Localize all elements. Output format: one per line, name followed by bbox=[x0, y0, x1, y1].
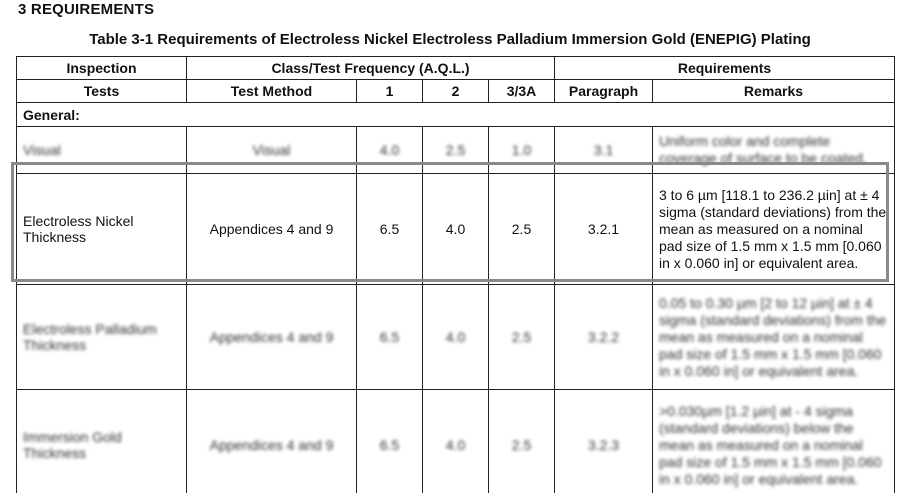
class-1-value: 4.0 bbox=[357, 127, 423, 174]
general-row bbox=[17, 103, 895, 127]
header-requirements: Requirements bbox=[555, 57, 895, 80]
header-test-method: Test Method bbox=[187, 80, 357, 103]
paragraph-ref: 3.2.1 bbox=[555, 174, 653, 285]
requirements-table-frame bbox=[16, 56, 896, 493]
test-name: Electroless Palladium Thickness bbox=[17, 285, 187, 390]
paragraph-ref: 3.2.2 bbox=[555, 285, 653, 390]
remarks-text: 0.05 to 0.30 µm [2 to 12 µin] at ± 4 sigma (standard deviations) from the mean as measured on a nominal pad size of 1.5 mm x 1.5 mm [0.060 in x 0.060 in] or equivalent area. bbox=[653, 285, 895, 390]
header-inspection: Inspection bbox=[17, 57, 187, 80]
requirements-table bbox=[16, 56, 895, 493]
header-tests: Tests bbox=[17, 80, 187, 103]
table-caption: Table 3-1 Requirements of Electroless Nickel Electroless Palladium Immersion Gold (ENEPIG) Plating bbox=[89, 31, 811, 48]
header-row-top bbox=[17, 57, 895, 80]
test-method: Appendices 4 and 9 bbox=[187, 390, 357, 493]
test-method: Visual bbox=[187, 127, 357, 174]
class-3-value: 2.5 bbox=[489, 285, 555, 390]
remarks-text: 3 to 6 µm [118.1 to 236.2 µin] at ± 4 sigma (standard deviations) from the mean as measured on a nominal pad size of 1.5 mm x 1.5 mm [0.060 in x 0.060 in] or equivalent area. bbox=[653, 174, 895, 285]
table-row bbox=[17, 127, 895, 174]
general-label: General: bbox=[17, 103, 895, 127]
paragraph-ref: 3.2.3 bbox=[555, 390, 653, 493]
test-method: Appendices 4 and 9 bbox=[187, 174, 357, 285]
class-2-value: 4.0 bbox=[423, 285, 489, 390]
header-class-frequency: Class/Test Frequency (A.Q.L.) bbox=[187, 57, 555, 80]
section-title: 3 REQUIREMENTS bbox=[18, 1, 155, 18]
table-row bbox=[17, 285, 895, 390]
header-row-sub bbox=[17, 80, 895, 103]
class-2-value: 4.0 bbox=[423, 174, 489, 285]
test-name: Electroless Nickel Thickness bbox=[17, 174, 187, 285]
class-2-value: 4.0 bbox=[423, 390, 489, 493]
table-row-highlighted bbox=[17, 174, 895, 285]
remarks-text: Uniform color and complete coverage of surface to be coated. bbox=[653, 127, 895, 174]
test-method: Appendices 4 and 9 bbox=[187, 285, 357, 390]
class-1-value: 6.5 bbox=[357, 174, 423, 285]
test-name: Visual bbox=[17, 127, 187, 174]
class-3-value: 2.5 bbox=[489, 390, 555, 493]
header-class-1: 1 bbox=[357, 80, 423, 103]
header-class-3: 3/3A bbox=[489, 80, 555, 103]
class-1-value: 6.5 bbox=[357, 285, 423, 390]
class-3-value: 2.5 bbox=[489, 174, 555, 285]
class-1-value: 6.5 bbox=[357, 390, 423, 493]
header-remarks: Remarks bbox=[653, 80, 895, 103]
remarks-text: >0.030µm [1.2 µin] at - 4 sigma (standard deviations) below the mean as measured on a nominal pad size of 1.5 mm x 1.5 mm [0.060 in x 0.060 in] or equivalent area. bbox=[653, 390, 895, 493]
header-class-2: 2 bbox=[423, 80, 489, 103]
table-row bbox=[17, 390, 895, 493]
header-paragraph: Paragraph bbox=[555, 80, 653, 103]
class-3-value: 1.0 bbox=[489, 127, 555, 174]
paragraph-ref: 3.1 bbox=[555, 127, 653, 174]
test-name: Immersion Gold Thickness bbox=[17, 390, 187, 493]
class-2-value: 2.5 bbox=[423, 127, 489, 174]
